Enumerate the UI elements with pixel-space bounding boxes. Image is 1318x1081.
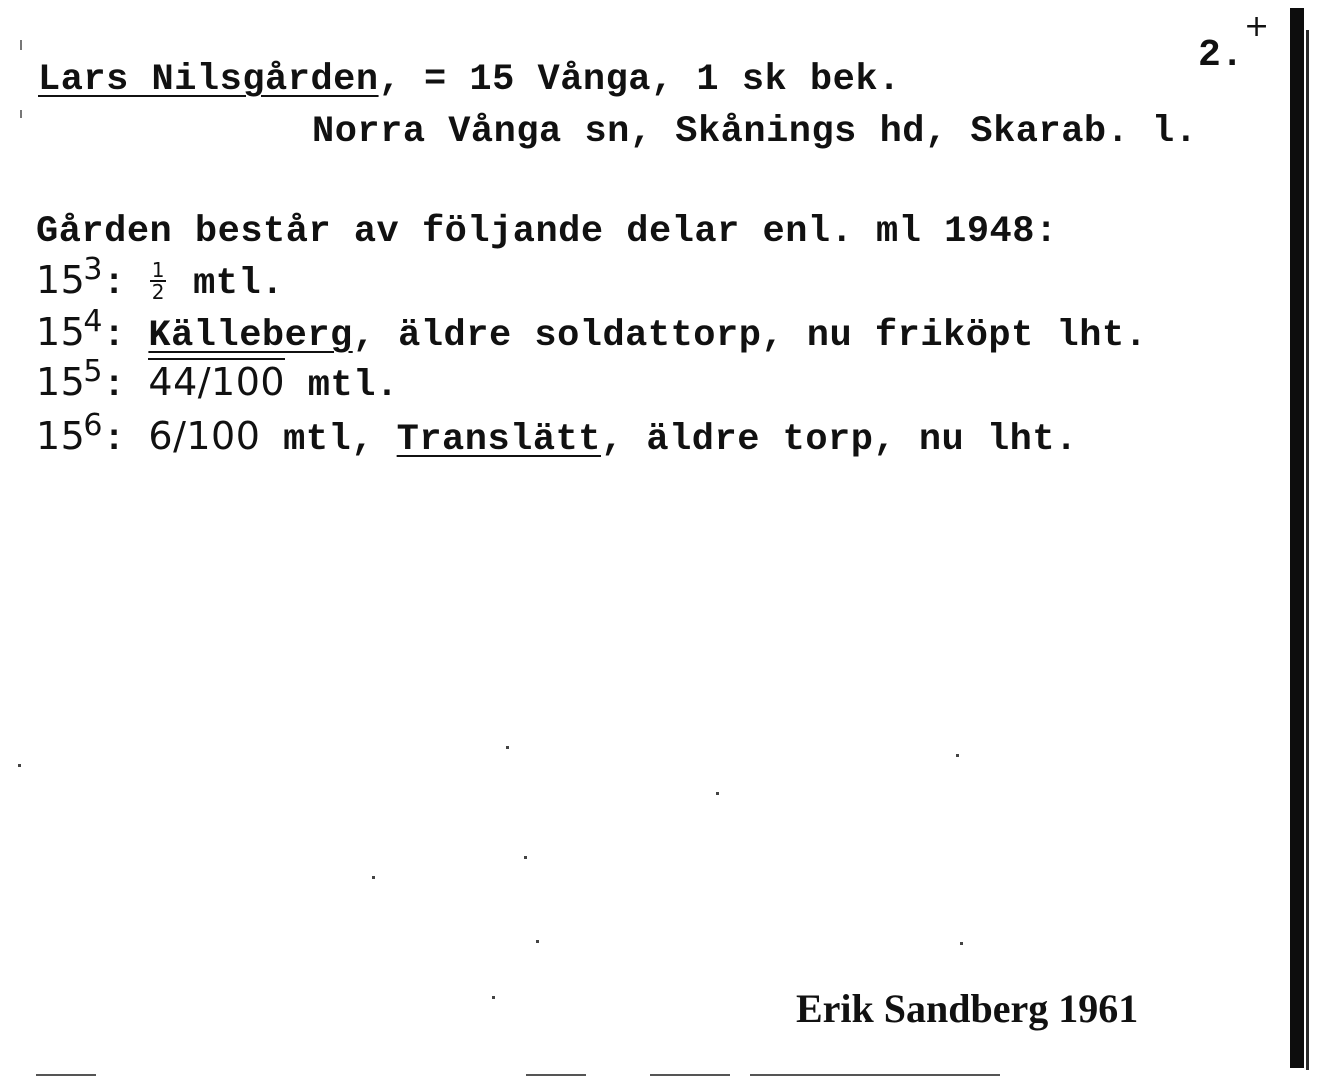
scan-speck: [20, 40, 22, 50]
scan-speck: [372, 876, 375, 879]
scan-edge: [650, 1074, 730, 1076]
part-value: 44/100: [148, 360, 286, 404]
part-row: [36, 408, 1078, 462]
part-colon: :: [102, 365, 126, 407]
scan-speck: [536, 940, 539, 943]
plus-mark: +: [1244, 9, 1270, 44]
part-row: [36, 304, 1148, 358]
part-base: 15: [36, 310, 86, 354]
scan-speck: [960, 942, 963, 945]
scan-speck: [20, 110, 22, 118]
part-sup: 5: [83, 354, 103, 389]
part-sup: 4: [83, 304, 103, 339]
part-base: 15: [36, 258, 86, 302]
part-colon: :: [102, 419, 126, 461]
title-rest: , = 15 Vånga, 1 sk bek.: [378, 59, 901, 101]
card-title: [38, 58, 901, 102]
fraction-numerator: 1: [151, 258, 165, 283]
card-edge-shadow: [1290, 8, 1304, 1068]
part-colon: :: [102, 315, 126, 357]
scan-speck: [506, 746, 509, 749]
part-text: , äldre soldattorp, nu friköpt lht.: [352, 315, 1148, 357]
scan-edge: [36, 1074, 96, 1076]
scan-speck: [492, 996, 495, 999]
scan-edge: [526, 1074, 586, 1076]
farm-name: Lars Nilsgården: [38, 59, 379, 101]
location-line: Norra Vånga sn, Skånings hd, Skarab. l.: [312, 111, 1198, 153]
part-sup: 6: [83, 408, 103, 443]
part-text: mtl,: [260, 419, 397, 461]
part-colon: :: [102, 263, 126, 305]
signature: Erik Sandberg 1961: [796, 986, 1139, 1031]
card-number: 2.: [1198, 34, 1244, 77]
part-sup: 3: [83, 252, 103, 287]
part-row: [36, 252, 284, 306]
part-name: Translätt: [396, 419, 601, 461]
part-name: Källeberg: [148, 315, 353, 357]
scan-speck: [956, 754, 959, 757]
card-edge-line: [1306, 30, 1309, 1070]
scan-speck: [18, 764, 21, 767]
fraction: [150, 258, 166, 305]
part-value: 6/100: [148, 414, 261, 458]
fraction-denominator: 2: [151, 280, 165, 305]
intro-line: Gården består av följande delar enl. ml 1948:: [36, 211, 1058, 253]
scan-edge: [750, 1074, 1000, 1076]
scan-speck: [524, 856, 527, 859]
part-row: [36, 354, 399, 408]
part-base: 15: [36, 360, 86, 404]
part-text: mtl.: [170, 263, 284, 305]
part-text: , äldre torp, nu lht.: [600, 419, 1078, 461]
part-text: mtl.: [285, 365, 399, 407]
scan-speck: [716, 792, 719, 795]
part-base: 15: [36, 414, 86, 458]
